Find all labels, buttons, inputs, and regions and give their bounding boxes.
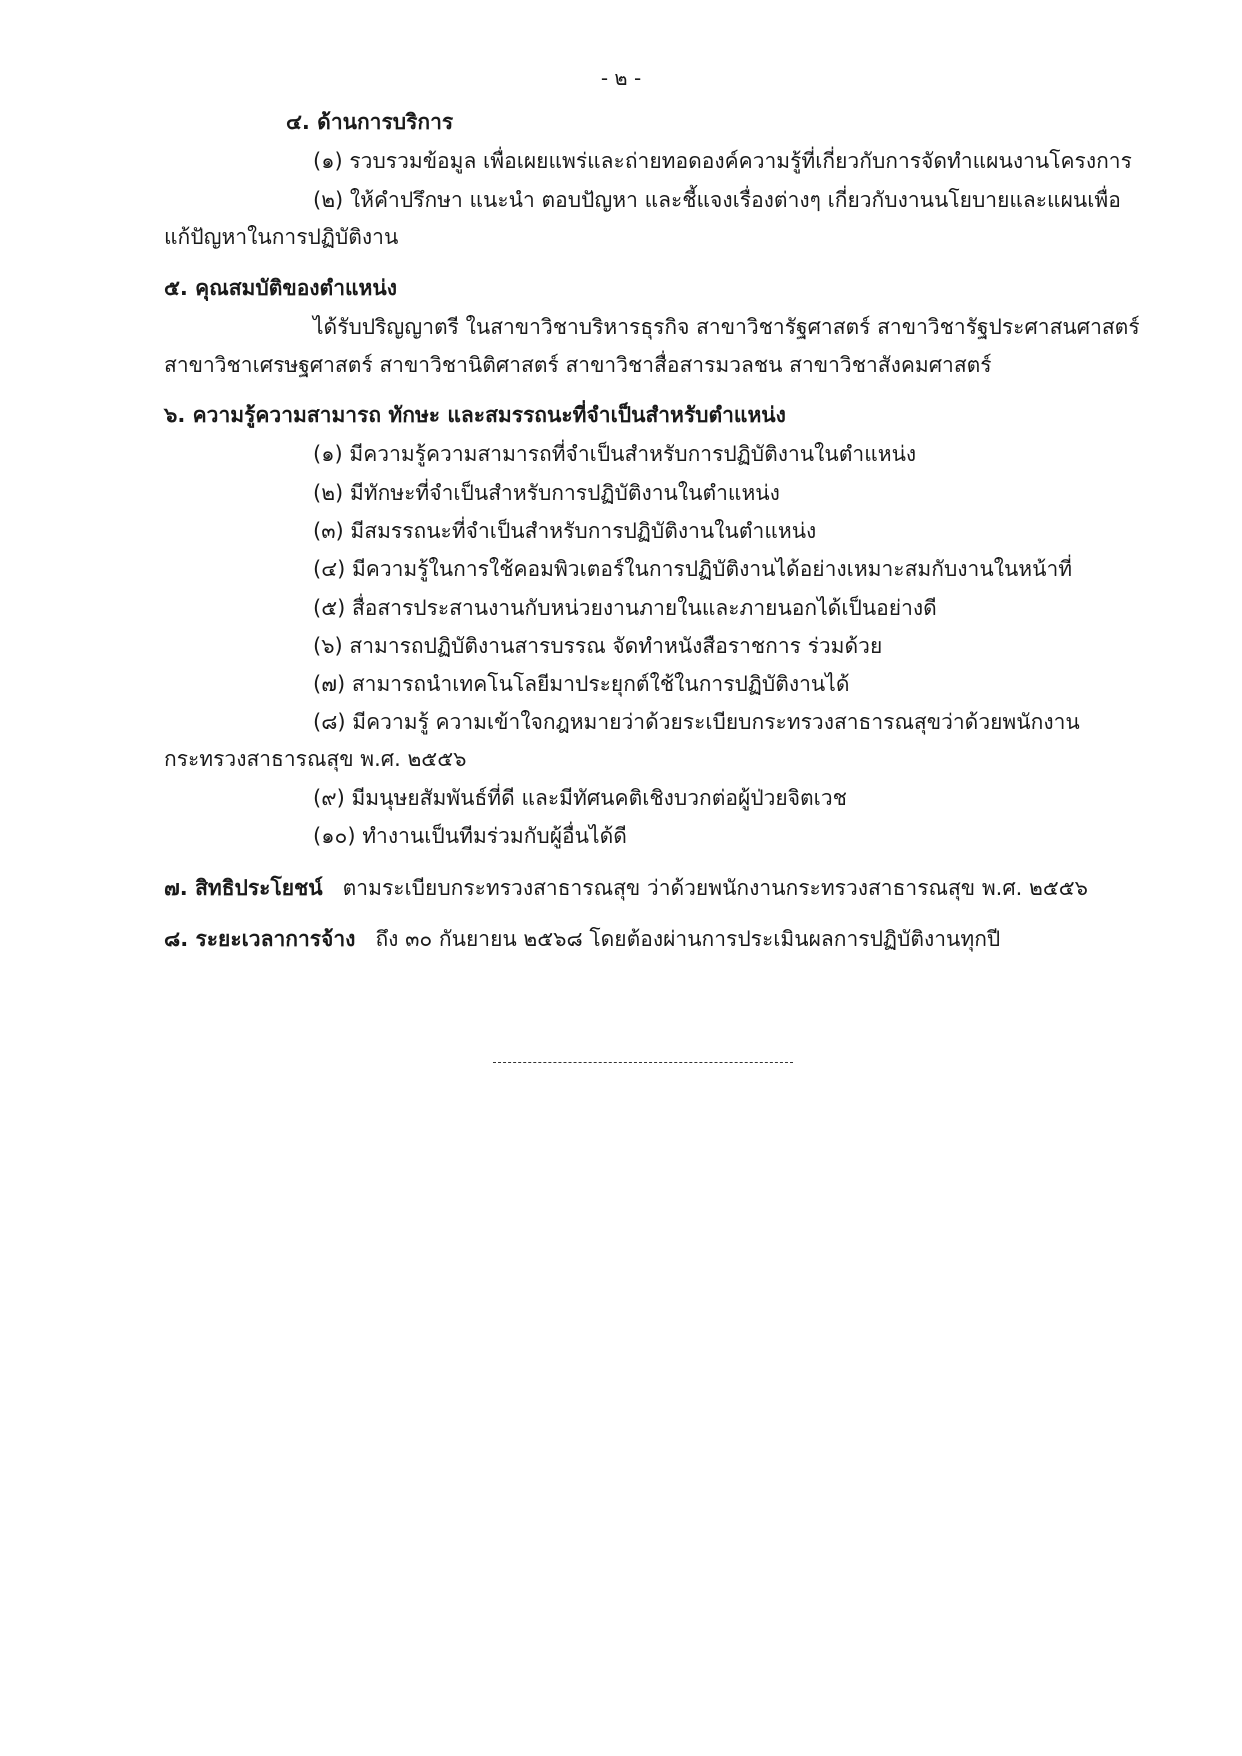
page-number: - ๒ -	[600, 66, 642, 90]
section-6-item-2: (๒) มีทักษะที่จำเป็นสำหรับการปฏิบัติงานในตำแหน่ง	[313, 481, 780, 505]
section-6-item-8-cont: กระทรวงสาธารณสุข พ.ศ. ๒๕๕๖	[164, 747, 467, 771]
section-6-item-6: (๖) สามารถปฏิบัติงานสารบรรณ จัดทำหนังสือราชการ ร่วมด้วย	[313, 634, 883, 658]
section-6-item-9: (๙) มีมนุษยสัมพันธ์ที่ดี และมีทัศนคติเชิงบวกต่อผู้ป่วยจิตเวช	[313, 786, 847, 810]
section-6-item-4: (๔) มีความรู้ในการใช้คอมพิวเตอร์ในการปฏิบัติงานได้อย่างเหมาะสมกับงานในหน้าที่	[313, 557, 1073, 581]
section-6-item-10: (๑๐) ทำงานเป็นทีมร่วมกับผู้อื่นได้ดี	[313, 824, 627, 848]
section-4-item-2: (๒) ให้คำปรึกษา แนะนำ ตอบปัญหา และชี้แจงเรื่องต่างๆ เกี่ยวกับงานนโยบายและแผนเพื่อ	[313, 188, 1121, 212]
section-8-heading: ๘. ระยะเวลาการจ้าง	[164, 927, 356, 951]
section-6-heading: ๖. ความรู้ความสามารถ ทักษะ และสมรรถนะที่จำเป็นสำหรับตำแหน่ง	[164, 403, 786, 427]
section-5-line-2: สาขาวิชาเศรษฐศาสตร์ สาขาวิชานิติศาสตร์ สาขาวิชาสื่อสารมวลชน สาขาวิชาสังคมศาสตร์	[164, 353, 992, 377]
section-6-item-7: (๗) สามารถนำเทคโนโลยีมาประยุกต์ใช้ในการปฏิบัติงานได้	[313, 672, 850, 696]
section-7-line	[164, 874, 1088, 902]
section-4-item-2-cont: แก้ปัญหาในการปฏิบัติงาน	[164, 225, 399, 249]
section-6-item-8: (๘) มีความรู้ ความเข้าใจกฎหมายว่าด้วยระเบียบกระทรวงสาธารณสุขว่าด้วยพนักงาน	[313, 710, 1080, 734]
section-8-line	[164, 925, 1000, 953]
section-7-text: ตามระเบียบกระทรวงสาธารณสุข ว่าด้วยพนักงานกระทรวงสาธารณสุข พ.ศ. ๒๕๕๖	[342, 876, 1088, 900]
section-7-heading: ๗. สิทธิประโยชน์	[164, 876, 323, 900]
end-rule	[493, 1062, 793, 1063]
section-6-item-5: (๕) สื่อสารประสานงานกับหน่วยงานภายในและภายนอกได้เป็นอย่างดี	[313, 596, 937, 620]
section-8-text: ถึง ๓๐ กันยายน ๒๕๖๘ โดยต้องผ่านการประเมินผลการปฏิบัติงานทุกปี	[375, 927, 1001, 951]
section-5-line-1: ได้รับปริญญาตรี ในสาขาวิชาบริหารธุรกิจ สาขาวิชารัฐศาสตร์ สาขาวิชารัฐประศาสนศาสตร์	[313, 315, 1140, 339]
section-4-heading: ๔. ด้านการบริการ	[286, 110, 454, 134]
section-6-item-3: (๓) มีสมรรถนะที่จำเป็นสำหรับการปฏิบัติงานในตำแหน่ง	[313, 519, 817, 543]
section-6-item-1: (๑) มีความรู้ความสามารถที่จำเป็นสำหรับการปฏิบัติงานในตำแหน่ง	[313, 442, 917, 466]
section-5-heading: ๕. คุณสมบัติของตำแหน่ง	[164, 276, 397, 300]
section-4-item-1: (๑) รวบรวมข้อมูล เพื่อเผยแพร่และถ่ายทอดองค์ความรู้ที่เกี่ยวกับการจัดทำแผนงานโครงการ	[313, 149, 1132, 173]
